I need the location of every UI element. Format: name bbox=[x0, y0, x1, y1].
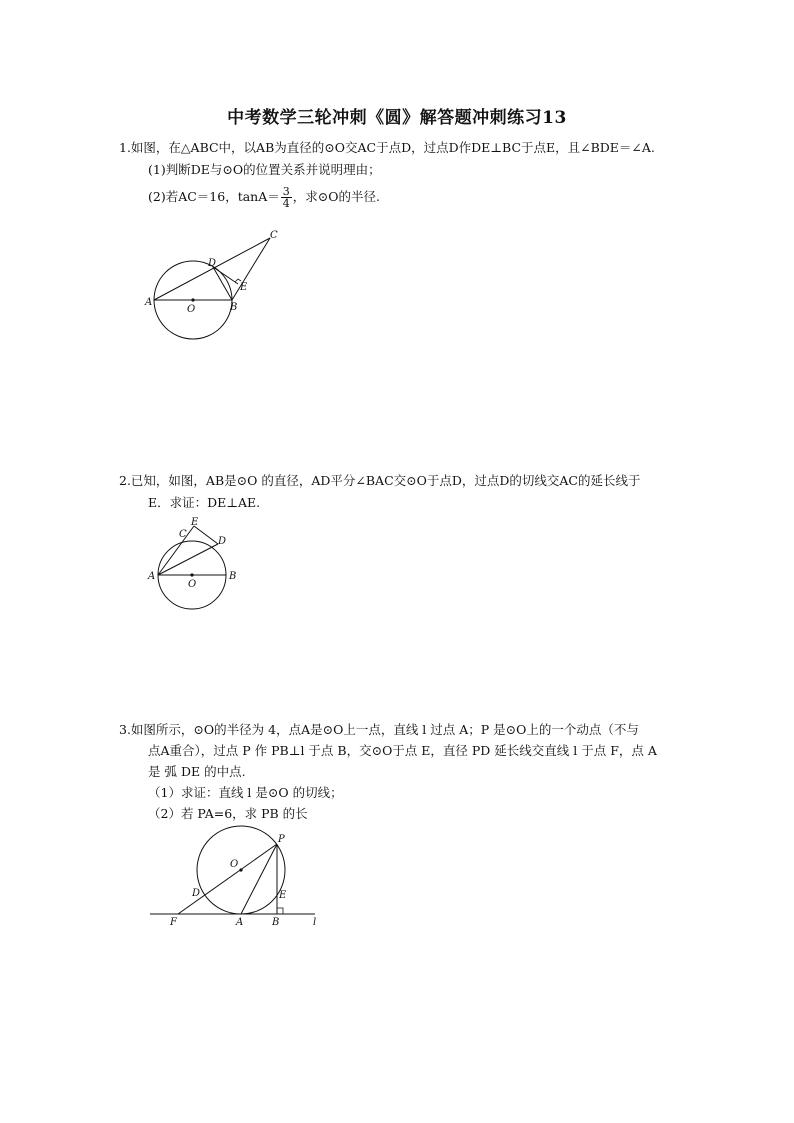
fraction-numerator: 3 bbox=[282, 185, 290, 198]
label-c: C bbox=[270, 230, 278, 241]
problem-1-stem: 1.如图，在△ABC中，以AB为直径的⊙O交AC于点D，过点D作DE⊥BC于点E，且∠BDE＝∠A. bbox=[119, 140, 655, 155]
side-ac bbox=[154, 238, 270, 300]
label-l: l bbox=[313, 917, 317, 928]
label-o: O bbox=[188, 579, 197, 590]
label-e: E bbox=[279, 890, 287, 901]
center-dot bbox=[239, 868, 242, 871]
label-e: E bbox=[240, 282, 248, 293]
segment-db bbox=[213, 267, 232, 300]
page-title: 中考数学三轮冲刺《圆》解答题冲刺练习13 bbox=[227, 108, 567, 128]
figure-2 bbox=[150, 518, 250, 613]
label-d: D bbox=[218, 536, 227, 547]
label-c: C bbox=[179, 529, 187, 540]
label-o: O bbox=[230, 859, 239, 870]
chord-ad bbox=[158, 544, 218, 575]
side-bc bbox=[232, 238, 270, 300]
problem-3-part-1: （1）求证：直线 l 是⊙O 的切线； bbox=[148, 785, 343, 800]
label-o: O bbox=[187, 304, 196, 315]
problem-1-part-1: (1)判断DE与⊙O的位置关系并说明理由； bbox=[148, 162, 381, 177]
problem-2-stem: 2.已知，如图，AB是⊙O 的直径，AD平分∠BAC交⊙O于点D，过点D的切线交AC的延长线于 bbox=[119, 473, 641, 488]
part-2-prefix: (2)若AC＝16，tanA＝ bbox=[148, 189, 280, 204]
center-dot bbox=[190, 573, 193, 576]
label-e: E bbox=[191, 517, 199, 528]
part-2-suffix: ，求⊙O的半径. bbox=[292, 189, 380, 204]
figure-3 bbox=[150, 830, 325, 930]
fraction bbox=[281, 186, 292, 209]
label-d: D bbox=[208, 258, 217, 269]
label-a: A bbox=[236, 917, 244, 928]
label-b: B bbox=[229, 571, 237, 582]
label-b: B bbox=[272, 917, 280, 928]
problem-3-stem-cont-2: 是 弧 DE 的中点. bbox=[148, 764, 246, 779]
figure-1 bbox=[145, 226, 290, 346]
right-angle-mark bbox=[277, 908, 283, 914]
label-a: A bbox=[145, 297, 153, 308]
problem-3-stem: 3.如图所示，⊙O的半径为 4，点A是⊙O上一点，直线 l 过点 A；P 是⊙O上的一个动点（不与 bbox=[119, 722, 639, 737]
problem-3-part-2: （2）若 PA=6，求 PB 的长 bbox=[148, 806, 308, 821]
problem-1-part-2 bbox=[148, 186, 380, 209]
label-f: F bbox=[170, 917, 177, 928]
line-ae bbox=[158, 526, 194, 575]
label-a: A bbox=[148, 571, 156, 582]
label-d: D bbox=[192, 888, 201, 899]
segment-pa bbox=[241, 844, 277, 914]
fraction-denominator: 4 bbox=[282, 197, 290, 210]
segment-de bbox=[213, 267, 238, 284]
label-b: B bbox=[230, 302, 238, 313]
label-p: P bbox=[278, 834, 285, 845]
problem-3-stem-cont-1: 点A重合），过点 P 作 PB⊥l 于点 B，交⊙O于点 E，直径 PD 延长线交直线 l 于点 F，点 A bbox=[148, 743, 657, 758]
center-dot bbox=[191, 298, 194, 301]
problem-2-stem-cont: E．求证：DE⊥AE. bbox=[148, 495, 261, 510]
line-pf bbox=[178, 844, 277, 914]
